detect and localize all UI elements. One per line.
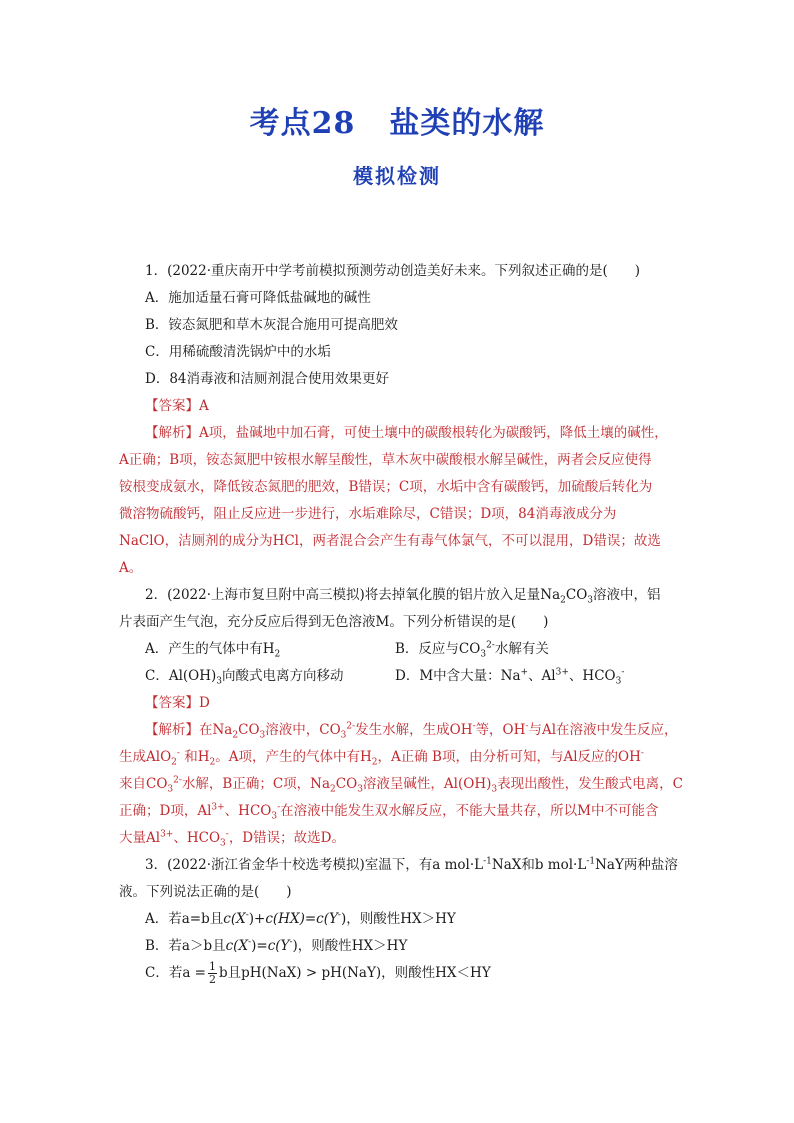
q2-analysis	[119, 717, 697, 852]
q3-option-b: B．若a＞b且c(X-)=c(Y-)，则酸性HX＞HY	[145, 937, 408, 954]
question-2-stem-line2: 片表面产生气泡，充分反应后得到无色溶液M。下列分析错误的是( )	[119, 614, 549, 630]
topic-number: 28	[311, 106, 356, 141]
q2-options-row-1	[119, 636, 697, 663]
q1-analysis-line: A正确；B项，铵态氮肥中铵根水解呈酸性，草木灰中碳酸根水解呈碱性，两者会反应使得	[119, 452, 652, 468]
q1-analysis-line: 【解析】A项，盐碱地中加石膏，可使土壤中的碳酸根转化为碳酸钙，降低土壤的碱性，	[145, 425, 668, 441]
q3-option-a: A．若a=b且c(X-)+c(HX)=c(Y-)，则酸性HX＞HY	[145, 910, 456, 927]
question-3-stem: 3．(2022·浙江省金华十校选考模拟)室温下，有a $mol\cdot L^{-1}NaX$和b $mol\cdot L^{-1}NaY$两种盐溶	[145, 856, 678, 873]
q2-analysis-line: 正确；D项，$Al^{3+}$、$HCO_3^-$在溶液中能发生双水解反应，不能大量共存，所以M中不可能含	[119, 802, 659, 822]
q1-answer: 【答案】A	[145, 398, 209, 414]
questions	[119, 258, 697, 987]
q2-option-c: C．$Al(OH)_3$向酸式电离方向移动	[145, 668, 344, 687]
q2-option-d: D．M中含大量：Na+、$Al^{3+}$、$HCO_3^-$	[395, 667, 625, 687]
q2-answer: 【答案】D	[145, 695, 210, 711]
q1-analysis	[119, 420, 697, 582]
topic-title: 盐类的水解	[389, 106, 545, 141]
q3-option-c: C．若a = $\frac{1}{2}$ b且pH(NaX) > pH(NaY)，则酸性HX＜HY	[145, 960, 491, 986]
q1-analysis-line: A。	[119, 560, 143, 576]
topic-label: 考点	[249, 106, 312, 141]
q1-option-a: A．施加适量石膏可降低盐碱地的碱性	[145, 290, 371, 306]
q1-analysis-line: NaClO，洁厕剂的成分为HCl，两者混合会产生有毒气体氯气，不可以混用，D错误；故选	[119, 533, 661, 549]
q2-analysis-line: 生成AlO$_2$- 和$H_2$。A项，产生的气体中有$H_2$，A正确 B项，由分析可知，与Al反应的OH-	[119, 748, 644, 768]
question-1-stem: 1．(2022·重庆南开中学考前模拟预测劳动创造美好未来。下列叙述正确的是( )	[145, 263, 641, 279]
fraction: $\frac{1}{2}$	[208, 960, 216, 986]
q2-analysis-line: 大量$Al^{3+}$、$HCO_3^-$，D错误；故选D。	[119, 829, 345, 849]
q2-option-a: A．产生的气体中有$H_2$	[145, 641, 281, 660]
q2-analysis-line: 【解析】在$Na_2CO_3$溶液中，$CO_3^{2-}$发生水解，生成OH-等，OH-与Al在溶液中发生反应，	[145, 721, 678, 741]
q1-option-d: D．84消毒液和洁厕剂混合使用效果更好	[145, 371, 390, 387]
q2-option-b: B．反应与$CO_3^{2-}$水解有关	[395, 640, 549, 660]
question-3-stem-line2: 液。下列说法正确的是( )	[119, 884, 292, 900]
q1-analysis-line: 微溶物硫酸钙，阻止反应进一步进行，水垢难除尽，C错误；D项，84消毒液成分为	[119, 506, 617, 522]
q2-options-row-2	[119, 663, 697, 690]
q1-option-c: C．用稀硫酸清洗锅炉中的水垢	[145, 344, 331, 360]
question-2-stem: 2．(2022·上海市复旦附中高三模拟)将去掉氧化膜的铝片放入足量$Na_2CO_3$溶液中，铝	[145, 587, 661, 606]
q1-analysis-line: 铵根变成氨水，降低铵态氮肥的肥效，B错误；C项，水垢中含有碳酸钙，加硫酸后转化为	[119, 479, 653, 495]
page-subtitle: 模拟检测	[353, 164, 441, 188]
q1-option-b: B．铵态氮肥和草木灰混合施用可提高肥效	[145, 317, 398, 333]
q2-analysis-line: 来自$CO_3^{2-}$水解，B正确；C项，$Na_2CO_3$溶液呈碱性，$Al(OH)_3$表现出酸性，发生酸式电离，C	[119, 775, 683, 795]
page-title	[0, 98, 794, 142]
